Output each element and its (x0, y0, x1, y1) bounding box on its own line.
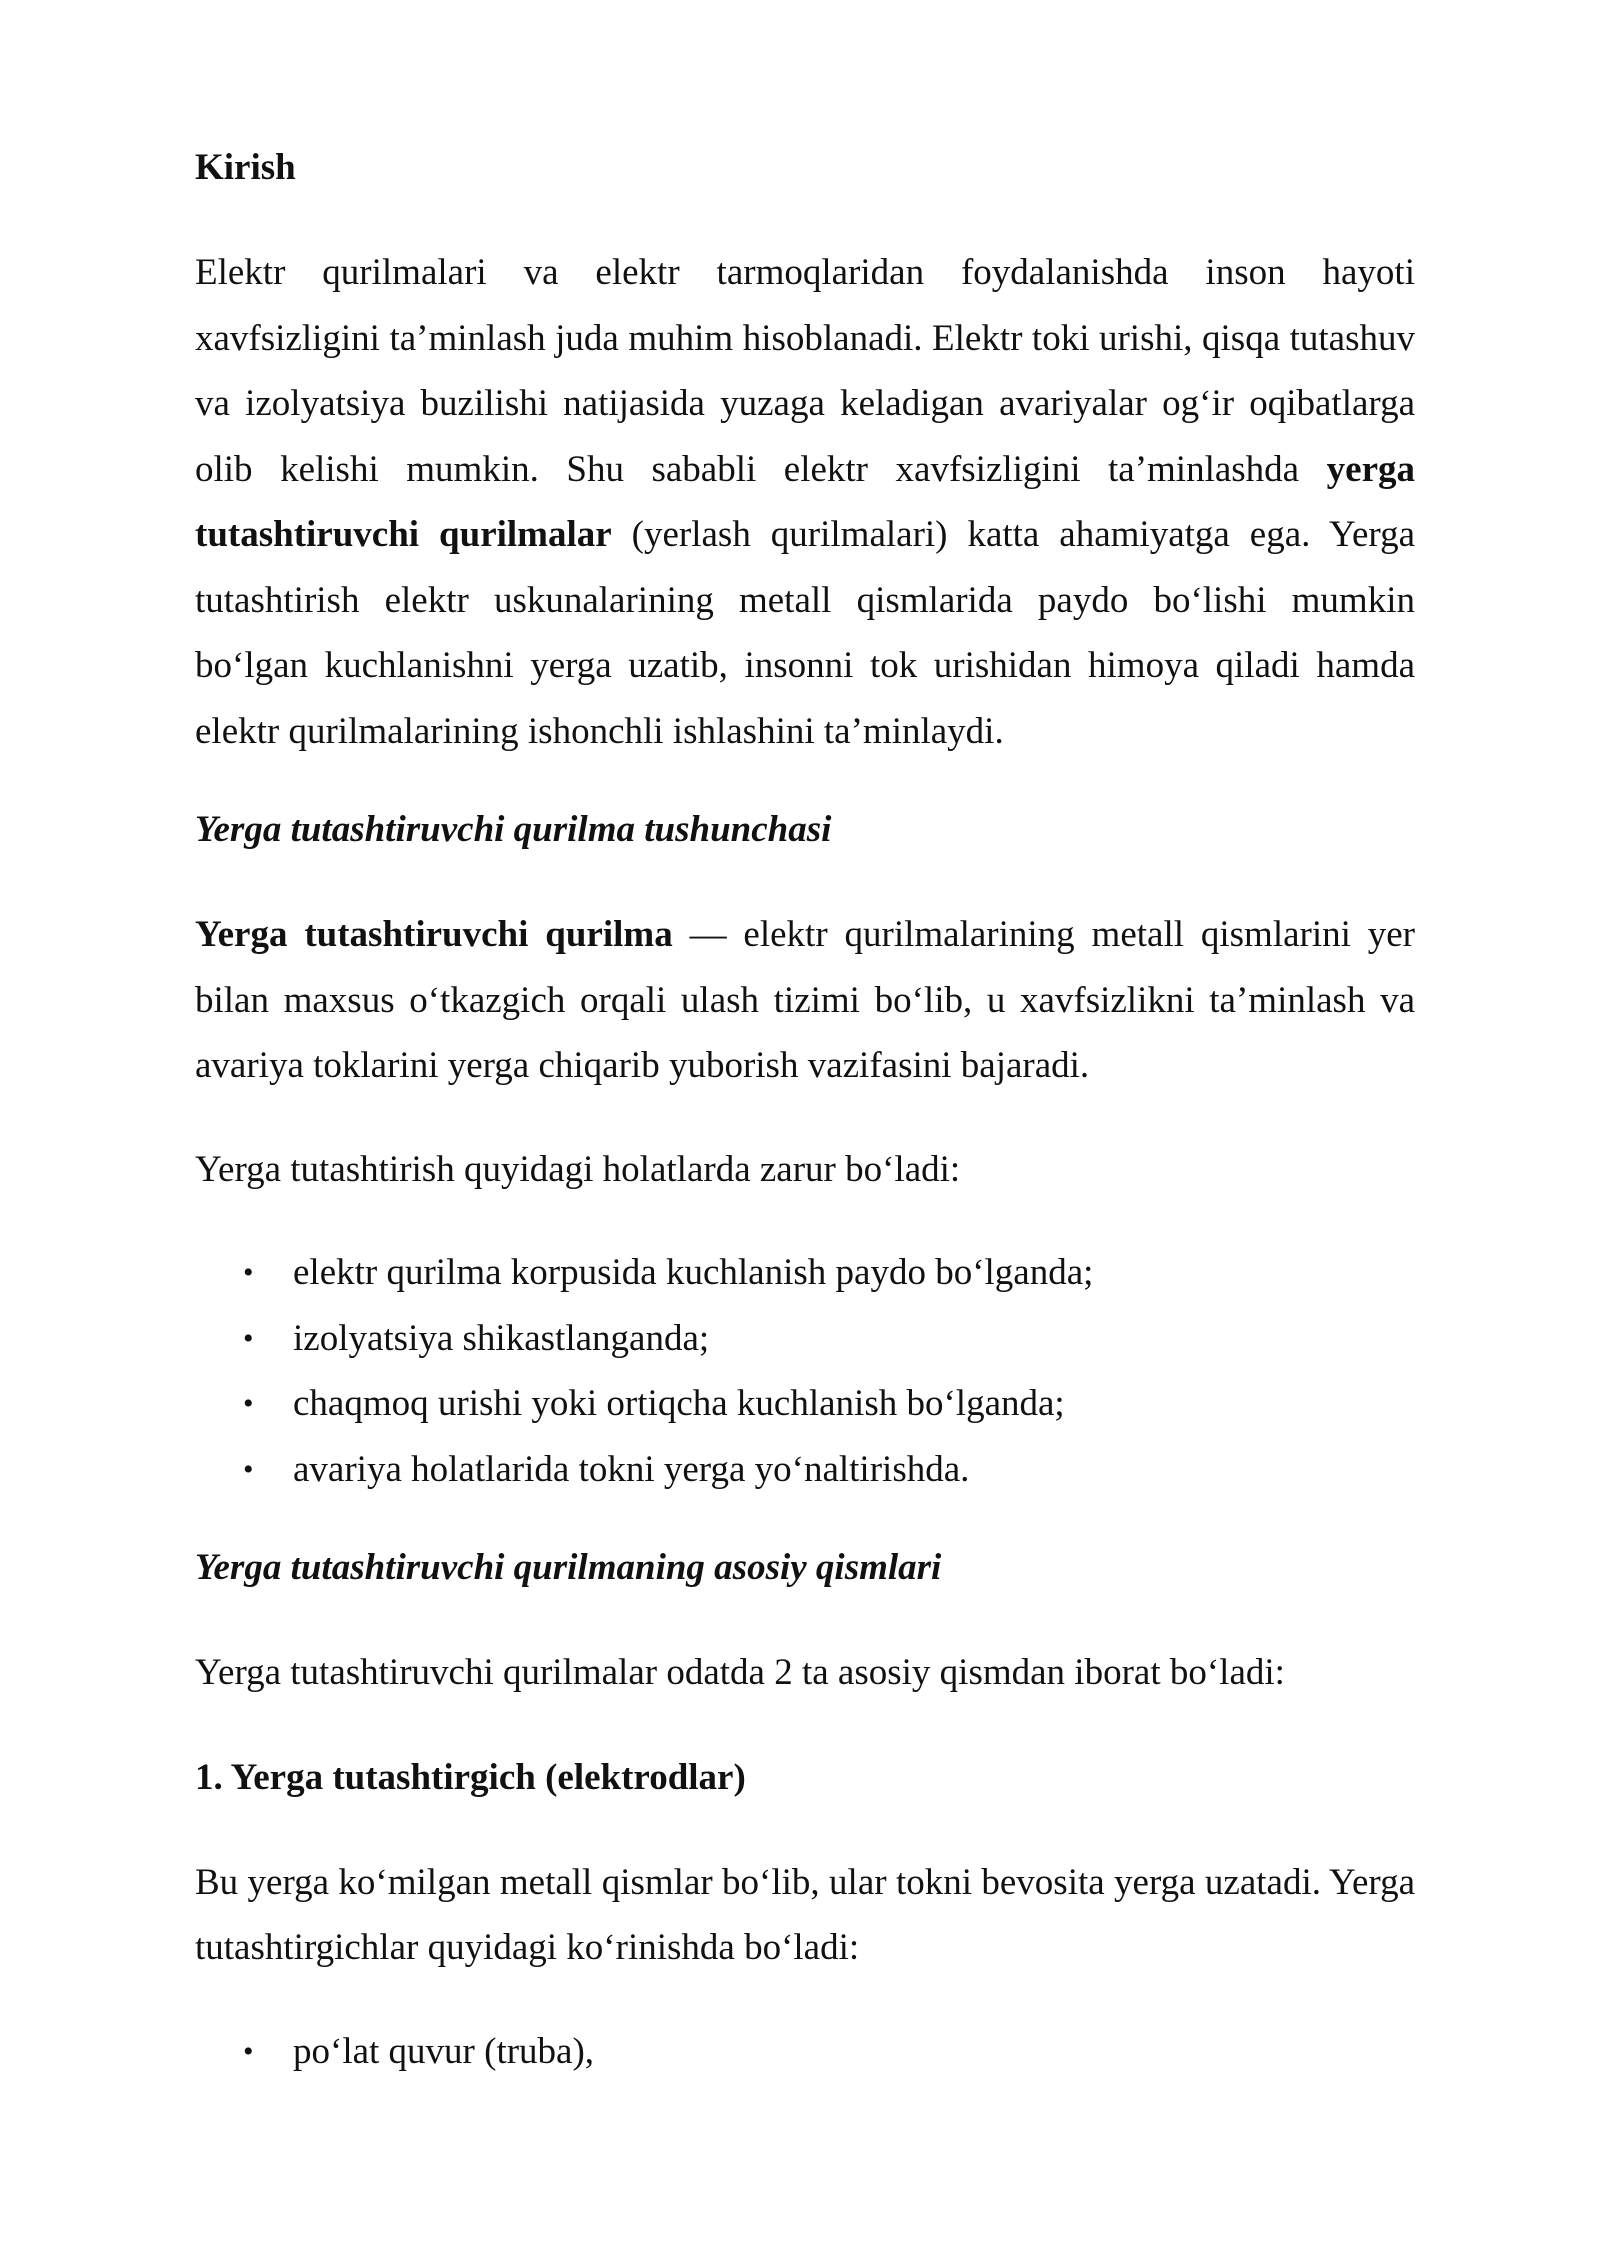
subsection-title-electrodes: 1. Yerga tutashtirgich (elektrodlar) (195, 1756, 746, 1798)
parts-intro-paragraph: Yerga tutashtiruvchi qurilmalar odatda 2 ta asosiy qismdan iborat bo‘ladi: (195, 1652, 1285, 1693)
electrodes-paragraph: Bu yerga ko‘milgan metall qismlar bo‘lib, ular tokni bevosita yerga uzatadi. Yerga tutashtirgichlar quyidagi ko‘rinishda bo‘ladi: (195, 1861, 1415, 1968)
definition-term: Yerga tutashtiruvchi qurilma (195, 914, 673, 955)
list-item (195, 1371, 1415, 1437)
definition-text: — elektr qurilmalarining metall qismlarini yer bilan maxsus o‘tkazgich orqali ulash tizimi bo‘lib, u xavfsizlikni ta’minlash va avariya toklarini yerga chiqarib yuborish vazifasini bajaradi. (195, 914, 1416, 1086)
list-item-text: chaqmoq urishi yoki ortiqcha kuchlanish bo‘lganda; (293, 1383, 1065, 1424)
bullet-icon: • (243, 1387, 254, 1420)
intro-text-part2: (yerlash qurilmalari) katta ahamiyatga ega. Yerga tutashtirish elektr uskunalarining metall qismlarida paydo bo‘lishi mumkin bo‘lgan kuchlanishni yerga uzatib, insonni tok urishidan himoya qiladi hamda elektr qurilmalarining ishonchli ishlashini ta’minlaydi. (195, 514, 1415, 752)
list-item (195, 1437, 1415, 1503)
document-body (195, 140, 1415, 2084)
list-item-text: po‘lat quvur (truba), (293, 2030, 595, 2072)
list-item-text: elektr qurilma korpusida kuchlanish paydo bo‘lganda; (293, 1252, 1094, 1293)
list-intro-paragraph: Yerga tutashtirish quyidagi holatlarda zarur bo‘ladi: (195, 1148, 961, 1190)
list-item-text: avariya holatlarida tokni yerga yo‘naltirishda. (293, 1448, 970, 1490)
list-item (195, 2019, 1415, 2085)
list-item (195, 1240, 1415, 1306)
list-item-text: izolyatsiya shikastlanganda; (293, 1317, 710, 1359)
bullet-icon: • (243, 1452, 254, 1486)
intro-paragraph (195, 240, 1415, 764)
intro-bold-term: yerga tutashtiruvchi qurilmalar (195, 448, 1415, 555)
section-title-concept: Yerga tutashtiruvchi qurilma tushunchasi (195, 809, 832, 850)
bullet-icon: • (243, 1321, 254, 1355)
section-title-parts: Yerga tutashtiruvchi qurilmaning asosiy qismlari (195, 1547, 942, 1588)
electrode-types-list (195, 2019, 1415, 2085)
bullet-icon: • (243, 1256, 254, 1289)
conditions-list (195, 1240, 1415, 1502)
bullet-icon: • (243, 2034, 254, 2068)
page-title: Kirish (195, 147, 296, 188)
list-item (195, 1306, 1415, 1372)
intro-text-part1: Elektr qurilmalari va elektr tarmoqlaridan foydalanishda inson hayoti xavfsizligini ta’minlash juda muhim hisoblanadi. Elektr toki urishi, qisqa tutashuv va izolyatsiya buzilishi natijasida yuzaga keladigan avariyalar og‘ir oqibatlarga olib kelishi mumkin. Shu sababli elektr xavfsizligini ta’minlashda (195, 252, 1415, 490)
definition-paragraph (195, 902, 1415, 1099)
